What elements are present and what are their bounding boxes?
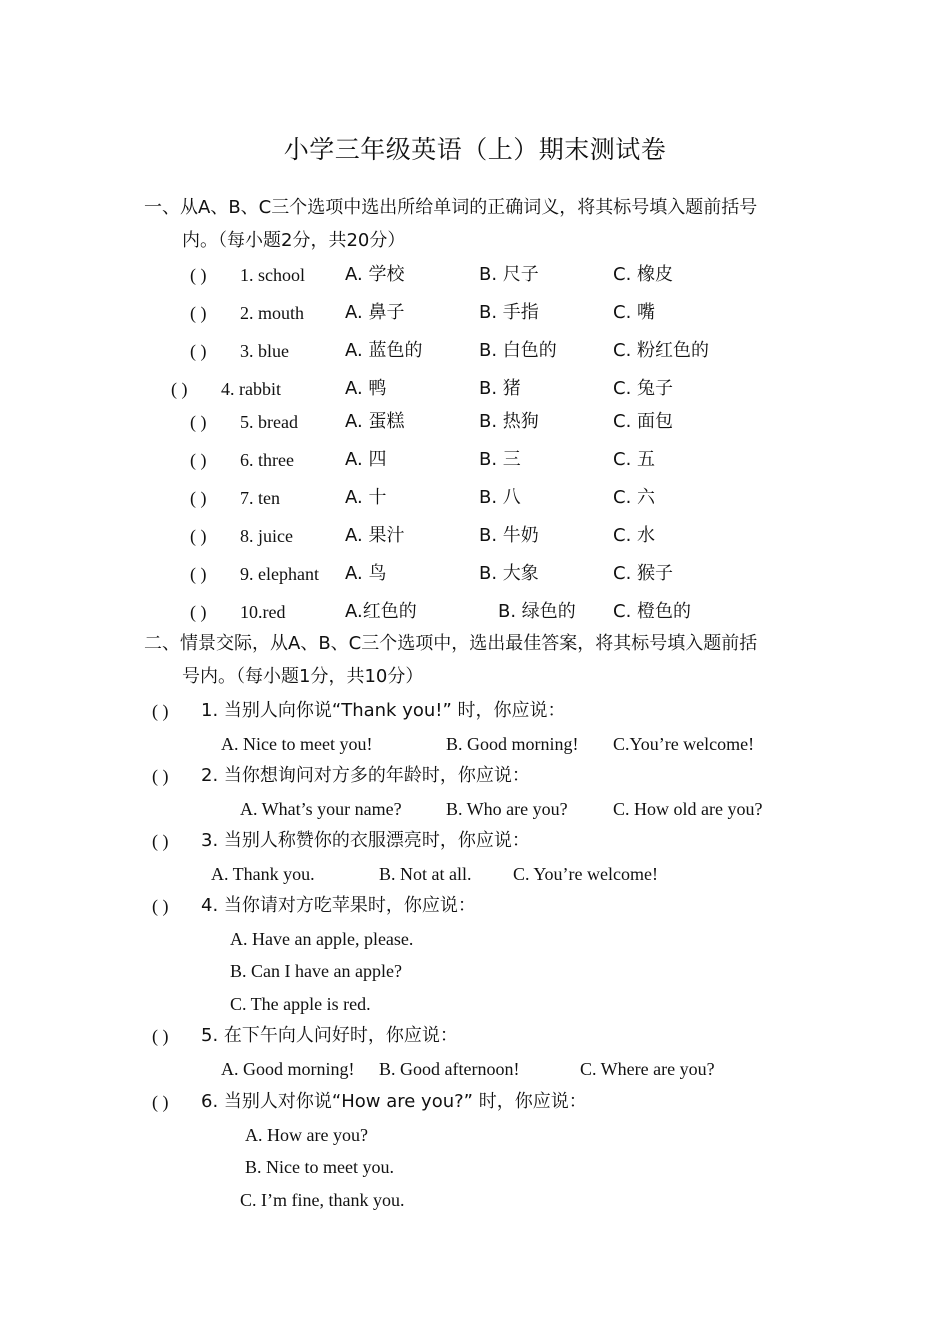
option-c: C. 橡皮 [613,264,674,285]
part1-question-4 [0,377,950,401]
answer-paren[interactable]: ( ) [152,1092,169,1112]
part1-heading-line2: 内。（每小题2分，共20分） [182,230,406,251]
answer-paren[interactable]: ( ) [190,450,207,470]
option-a: A. 蓝色的 [345,340,423,361]
part2-question-4-option-b-row [0,959,950,983]
prompt: 4. 当你请对方吃苹果时，你应说： [201,895,476,916]
word: 2. mouth [240,303,305,323]
word: 8. juice [240,526,293,546]
prompt: 6. 当别人对你说“How are you?” 时，你应说： [201,1091,587,1112]
part1-heading-line1: 一、从A、B、C三个选项中选出所给单词的正确词义，将其标号填入题前括号 [144,197,758,218]
option-a: A. What’s your name? [240,799,402,819]
option-a: A. 蛋糕 [345,411,405,432]
option-b: B. 热狗 [479,411,539,432]
option-b: B. 大象 [479,563,539,584]
word: 1. school [240,265,305,285]
option-b: B. 尺子 [479,264,539,285]
word: 4. rabbit [221,379,281,399]
option-a: A. 鸭 [345,378,387,399]
option-b: B. Not at all. [379,864,472,884]
option-b: B. Nice to meet you. [245,1157,394,1177]
part1-question-5 [0,410,950,434]
prompt: 1. 当别人向你说“Thank you!” 时，你应说： [201,700,566,721]
word: 3. blue [240,341,289,361]
option-a: A. Good morning! [221,1059,355,1079]
option-c: C.You’re welcome! [613,734,755,754]
option-c: C. You’re welcome! [513,864,658,884]
option-a: A. 四 [345,449,387,470]
option-a: A. 十 [345,487,387,508]
option-b: B. 三 [479,449,521,470]
word: 5. bread [240,412,298,432]
answer-paren[interactable]: ( ) [152,766,169,786]
option-c: C. 面包 [613,411,674,432]
part2-question-5-options [0,1057,950,1081]
option-b: B. Who are you? [446,799,568,819]
answer-paren[interactable]: ( ) [171,379,188,399]
option-c: C. 嘴 [613,302,656,323]
option-b: B. Good afternoon! [379,1059,520,1079]
word: 7. ten [240,488,280,508]
option-a: A.红色的 [345,601,417,622]
answer-paren[interactable]: ( ) [190,602,207,622]
option-c: C. 猴子 [613,563,674,584]
part1-question-9 [0,562,950,586]
part2-question-6 [0,1090,950,1114]
option-a: A. 学校 [345,264,405,285]
option-c: C. Where are you? [580,1059,715,1079]
prompt: 2. 当你想询问对方多的年龄时，你应说： [201,765,530,786]
option-a: A. 鸟 [345,563,387,584]
prompt: 3. 当别人称赞你的衣服漂亮时，你应说： [201,830,530,851]
part2-heading-line1: 二、情景交际，从A、B、C三个选项中，选出最佳答案，将其标号填入题前括 [144,633,758,654]
part2-question-3 [0,829,950,853]
option-c: C. I’m fine, thank you. [240,1190,405,1210]
part1-question-8 [0,524,950,548]
answer-paren[interactable]: ( ) [152,1026,169,1046]
option-b: B. 白色的 [479,340,557,361]
part1-question-10 [0,600,950,624]
option-b: B. 手指 [479,302,539,323]
answer-paren[interactable]: ( ) [190,488,207,508]
part2-question-5 [0,1024,950,1048]
part1-question-7 [0,486,950,510]
option-c: C. 粉红色的 [613,340,710,361]
part1-question-2 [0,301,950,325]
option-b: B. Good morning! [446,734,579,754]
option-b: B. 牛奶 [479,525,539,546]
option-c: C. How old are you? [613,799,763,819]
answer-paren[interactable]: ( ) [152,896,169,916]
part2-question-1-options [0,732,950,756]
option-a: A. 果汁 [345,525,405,546]
option-a: A. Have an apple, please. [230,929,414,949]
option-a: A. Nice to meet you! [221,734,373,754]
option-b: B. 猪 [479,378,521,399]
page-title: 小学三年级英语（上）期末测试卷 [283,135,667,164]
answer-paren[interactable]: ( ) [190,412,207,432]
option-c: C. 五 [613,449,656,470]
option-b: B. 八 [479,487,521,508]
answer-paren[interactable]: ( ) [190,303,207,323]
part1-question-3 [0,339,950,363]
option-c: C. 水 [613,525,656,546]
option-c: C. The apple is red. [230,994,371,1014]
option-c: C. 橙色的 [613,601,692,622]
answer-paren[interactable]: ( ) [190,341,207,361]
part2-question-4-option-c-row [0,992,950,1016]
answer-paren[interactable]: ( ) [152,831,169,851]
answer-paren[interactable]: ( ) [190,526,207,546]
option-a: A. Thank you. [211,864,315,884]
answer-paren[interactable]: ( ) [152,701,169,721]
option-a: A. How are you? [245,1125,368,1145]
option-b: B. 绿色的 [498,601,576,622]
part2-question-6-option-a-row [0,1123,950,1147]
part1-question-6 [0,448,950,472]
part2-question-4 [0,894,950,918]
option-a: A. 鼻子 [345,302,405,323]
part2-question-6-option-b-row [0,1155,950,1179]
part2-question-2-options [0,797,950,821]
part2-question-6-option-c-row [0,1188,950,1212]
prompt: 5. 在下午向人问好时，你应说： [201,1025,458,1046]
answer-paren[interactable]: ( ) [190,265,207,285]
part2-question-2 [0,764,950,788]
word: 10.red [240,602,286,622]
answer-paren[interactable]: ( ) [190,564,207,584]
part2-heading-line2: 号内。（每小题1分，共10分） [182,666,424,687]
part1-question-1 [0,263,950,287]
word: 6. three [240,450,294,470]
option-b: B. Can I have an apple? [230,961,402,981]
part2-question-3-options [0,862,950,886]
word: 9. elephant [240,564,319,584]
part2-question-4-option-a-row [0,927,950,951]
option-c: C. 兔子 [613,378,674,399]
part2-question-1 [0,699,950,723]
option-c: C. 六 [613,487,656,508]
